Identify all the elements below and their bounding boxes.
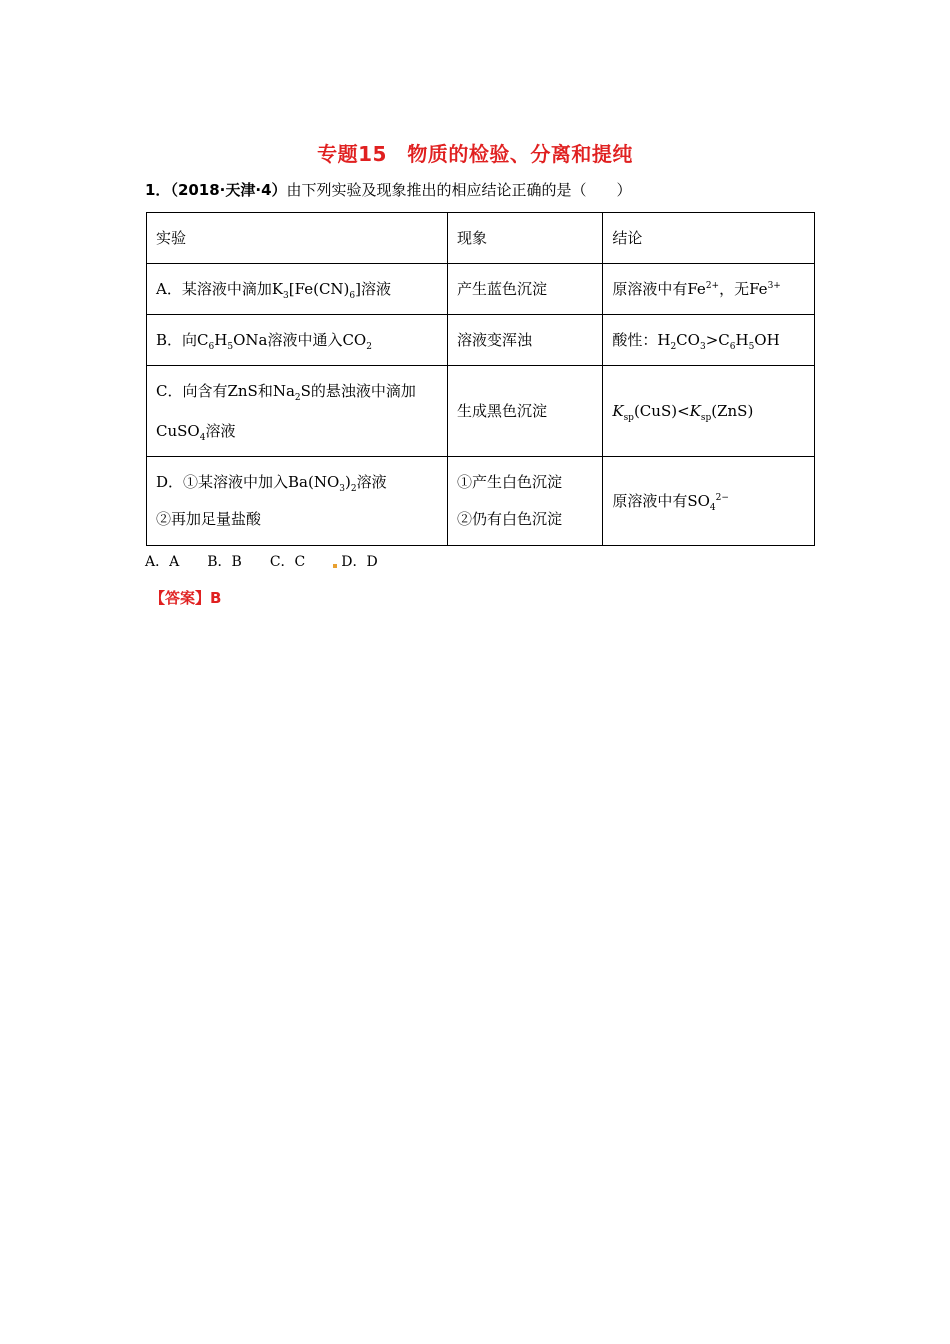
row-b-phenomenon: 溶液变浑浊 bbox=[447, 315, 602, 366]
answer-label: 【答案】 bbox=[150, 589, 211, 607]
question-source: （2018·天津·4） bbox=[170, 181, 287, 199]
option-d: D．D bbox=[341, 554, 378, 570]
row-d-conclusion: 原溶液中有$SO_4^{2-}$ bbox=[603, 457, 815, 546]
answer-line bbox=[150, 587, 221, 608]
header-conclusion: 结论 bbox=[603, 213, 815, 264]
row-b-experiment: B．向$C_6H_5ONa$溶液中通入$CO_2$ bbox=[147, 315, 448, 366]
table-header-row bbox=[147, 213, 815, 264]
row-c-phenomenon: 生成黑色沉淀 bbox=[447, 366, 602, 457]
row-a-conclusion: 原溶液中有$Fe^{2+}$，无$Fe^{3+}$ bbox=[603, 264, 815, 315]
option-b: B．B bbox=[207, 554, 242, 570]
experiment-table bbox=[146, 212, 815, 546]
answer-value: B bbox=[210, 589, 222, 607]
row-c-conclusion: $K_{sp}(CuS)<K_{sp}(ZnS)$ bbox=[603, 366, 815, 457]
row-d-experiment: D．①某溶液中加入$Ba(NO_3)_2$溶液 ②再加足量盐酸 bbox=[147, 457, 448, 546]
row-b-conclusion: 酸性：$H_2CO_3>C_6H_5OH$ bbox=[603, 315, 815, 366]
table-row bbox=[147, 457, 815, 546]
header-phenomenon: 现象 bbox=[447, 213, 602, 264]
table-row bbox=[147, 366, 815, 457]
row-c-experiment: C．向含有ZnS和$Na_2S$的悬浊液中滴加 CuSO$_4$溶液 bbox=[147, 366, 448, 457]
row-a-phenomenon: 产生蓝色沉淀 bbox=[447, 264, 602, 315]
header-experiment: 实验 bbox=[147, 213, 448, 264]
row-a-experiment: A．某溶液中滴加$K_3[Fe(CN)_6]$溶液 bbox=[147, 264, 448, 315]
answer-options bbox=[145, 551, 406, 571]
row-d-phenomenon: ①产生白色沉淀 ②仍有白色沉淀 bbox=[447, 457, 602, 546]
dot-mark-icon bbox=[333, 564, 337, 568]
question-number: 1． bbox=[145, 181, 171, 199]
page-title: 专题15 物质的检验、分离和提纯 bbox=[317, 142, 633, 166]
option-c: C．C bbox=[269, 554, 306, 570]
question-text: 由下列实验及现象推出的相应结论正确的是（ ） bbox=[286, 181, 632, 199]
table-row bbox=[147, 264, 815, 315]
table-row bbox=[147, 315, 815, 366]
question-stem bbox=[145, 179, 825, 200]
option-a: A．A bbox=[145, 554, 180, 570]
